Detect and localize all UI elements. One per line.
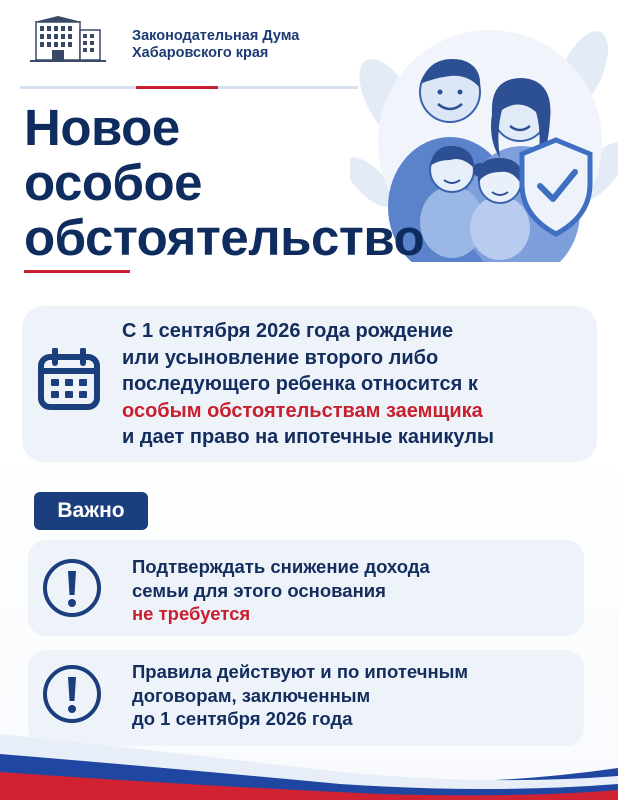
card2-line-2: договорам, заключенным — [132, 684, 371, 706]
org-line-1: Законодательная Дума — [132, 28, 300, 44]
building-logo-icon — [30, 14, 106, 64]
exclamation-icon — [42, 664, 102, 724]
main-line-1: С 1 сентября 2026 года рождение — [122, 320, 454, 342]
card1-line-highlight: не требуется — [132, 603, 251, 624]
card2-line-3: до 1 сентября 2026 года — [132, 708, 353, 729]
card1-line-1: Подтверждать снижение дохода — [132, 556, 430, 577]
title-underline — [24, 270, 130, 273]
title-line-3: обстоятельство — [24, 209, 425, 266]
card1-line-2: семьи для этого основания — [132, 579, 386, 601]
main-info-text — [122, 318, 494, 451]
main-line-2: или усыновление второго либо — [122, 346, 439, 369]
organization-name — [132, 28, 299, 62]
important-badge: Важно — [34, 492, 148, 530]
info-card-2-text — [132, 660, 468, 731]
page-title — [24, 100, 424, 265]
title-line-2: особое — [24, 154, 203, 211]
main-line-3: последующего ребенка относится к — [122, 373, 478, 395]
bottom-flag-wave — [0, 728, 618, 800]
main-line-highlight: особым обстоятельствам заемщика — [122, 399, 483, 422]
org-line-2: Хабаровского края — [132, 45, 269, 61]
exclamation-icon — [42, 558, 102, 618]
title-line-1: Новое — [24, 99, 180, 156]
main-line-5: и дает право на ипотечные каникулы — [122, 426, 494, 448]
header-divider-accent — [136, 86, 218, 89]
info-card-1-text — [132, 555, 430, 626]
calendar-icon — [38, 348, 100, 410]
card2-line-1: Правила действуют и по ипотечным — [132, 661, 469, 682]
